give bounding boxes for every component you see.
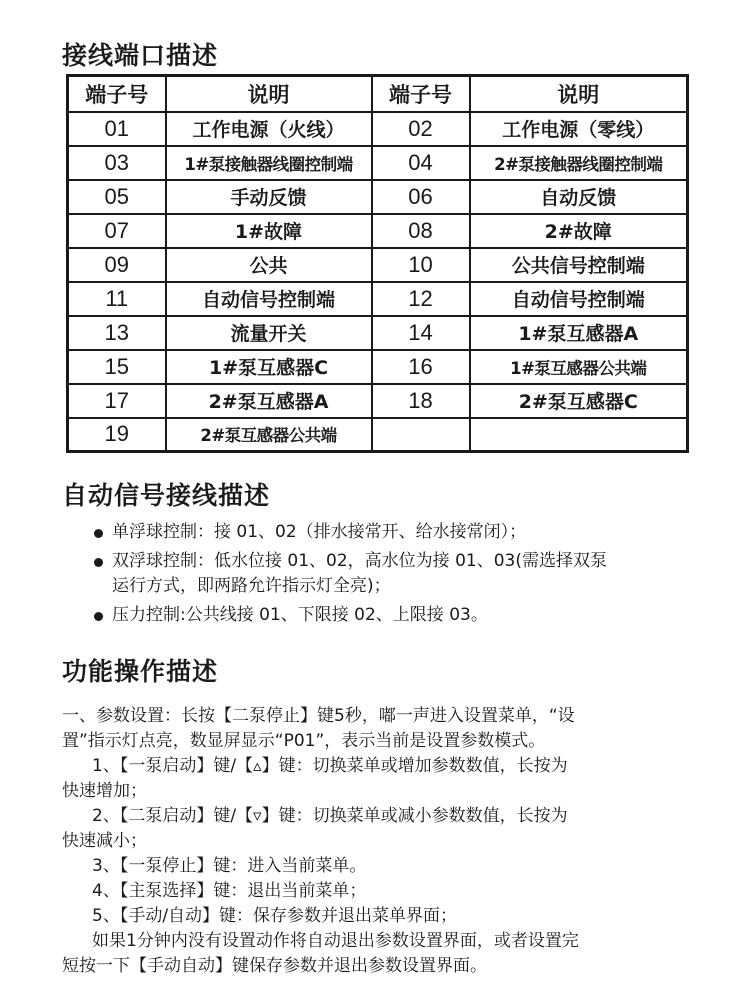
signal-item-text: 双浮球控制：低水位接 01、02，高水位为接 01、03(需选择双泵 [112,551,607,571]
bullet-icon [94,529,103,538]
table-row [68,146,688,180]
wiring-section-title: 接线端口描述 [62,41,219,70]
terminal-number-cell: 16 [372,350,470,384]
terminal-number-cell: 06 [372,180,470,214]
terminal-description-cell: 公共 [166,248,372,282]
terminal-description-cell: 自动信号控制端 [470,282,688,316]
paragraph-line: 快速增加； [62,781,147,801]
terminal-description-cell: 2#泵互感器公共端 [166,418,372,452]
terminal-description-cell: 2#泵接触器线圈控制端 [470,146,688,180]
terminal-number-cell: 14 [372,316,470,350]
paragraph-line: 2、【二泵启动】键/【▿】键：切换菜单或减小参数数值，长按为 [92,806,568,826]
list-item [92,520,712,545]
terminal-description-cell: 手动反馈 [166,180,372,214]
terminal-description-cell: 1#故障 [166,214,372,248]
terminal-number-cell: 11 [68,282,166,316]
paragraph-line: 快速减小； [62,831,147,851]
paragraph-line: 4、【主泵选择】键：退出当前菜单； [92,881,367,901]
list-item [92,603,712,628]
terminal-number-cell: 01 [68,112,166,146]
terminal-number-cell: 10 [372,248,470,282]
terminal-number-cell: 08 [372,214,470,248]
terminal-description-cell [470,418,688,452]
terminal-description-cell: 1#泵接触器线圈控制端 [166,146,372,180]
terminal-number-cell: 05 [68,180,166,214]
terminal-number-cell: 03 [68,146,166,180]
table-row [68,350,688,384]
table-row [68,384,688,418]
table-row [68,180,688,214]
header-terminal-no: 端子号 [68,76,166,112]
terminal-description-cell: 1#泵互感器A [470,316,688,350]
terminal-description-cell: 1#泵互感器公共端 [470,350,688,384]
table-row [68,282,688,316]
terminal-table [66,74,689,453]
table-row [68,418,688,452]
paragraph-line: 1、【一泵启动】键/【▵】键：切换菜单或增加参数数值，长按为 [92,756,568,776]
table-row [68,214,688,248]
header-terminal-no: 端子号 [372,76,470,112]
function-section-title: 功能操作描述 [62,657,219,686]
function-description [62,704,702,979]
terminal-number-cell: 02 [372,112,470,146]
terminal-description-cell: 工作电源（火线） [166,112,372,146]
terminal-number-cell: 12 [372,282,470,316]
signal-list [92,520,712,632]
signal-item-text: 单浮球控制：接 01、02（排水接常开、给水接常闭）； [112,522,527,542]
terminal-number-cell: 17 [68,384,166,418]
paragraph-line: 3、【一泵停止】键：进入当前菜单。 [92,856,367,876]
table-row [68,248,688,282]
terminal-description-cell: 工作电源（零线） [470,112,688,146]
bullet-icon [94,612,103,621]
list-item [92,549,712,599]
header-description: 说明 [470,76,688,112]
table-row [68,316,688,350]
paragraph-line: 5、【手动/自动】键：保存参数并退出菜单界面； [92,906,458,926]
terminal-description-cell: 自动反馈 [470,180,688,214]
terminal-number-cell: 15 [68,350,166,384]
bullet-icon [94,558,103,567]
terminal-description-cell: 公共信号控制端 [470,248,688,282]
terminal-number-cell: 18 [372,384,470,418]
terminal-number-cell: 07 [68,214,166,248]
terminal-number-cell: 19 [68,418,166,452]
terminal-description-cell: 2#泵互感器A [166,384,372,418]
terminal-number-cell: 09 [68,248,166,282]
terminal-description-cell: 自动信号控制端 [166,282,372,316]
signal-item-text-cont: 运行方式，即两路允许指示灯全亮)； [112,576,391,596]
terminal-number-cell [372,418,470,452]
paragraph-line: 置”指示灯点亮，数显屏显示“P01”，表示当前是设置参数模式。 [62,731,546,751]
terminal-description-cell: 2#故障 [470,214,688,248]
table-header-row [68,76,688,112]
signal-section-title: 自动信号接线描述 [62,481,271,510]
terminal-description-cell: 2#泵互感器C [470,384,688,418]
signal-item-text: 压力控制:公共线接 01、下限接 02、上限接 03。 [112,605,488,625]
terminal-number-cell: 04 [372,146,470,180]
terminal-description-cell: 流量开关 [166,316,372,350]
terminal-description-cell: 1#泵互感器C [166,350,372,384]
table-row [68,112,688,146]
header-description: 说明 [166,76,372,112]
paragraph-line: 如果1分钟内没有设置动作将自动退出参数设置界面，或者设置完 [92,931,579,951]
paragraph-line: 短按一下【手动自动】键保存参数并退出参数设置界面。 [62,956,487,976]
terminal-number-cell: 13 [68,316,166,350]
paragraph-line: 一、参数设置：长按【二泵停止】键5秒，嘟一声进入设置菜单，“设 [62,706,575,726]
